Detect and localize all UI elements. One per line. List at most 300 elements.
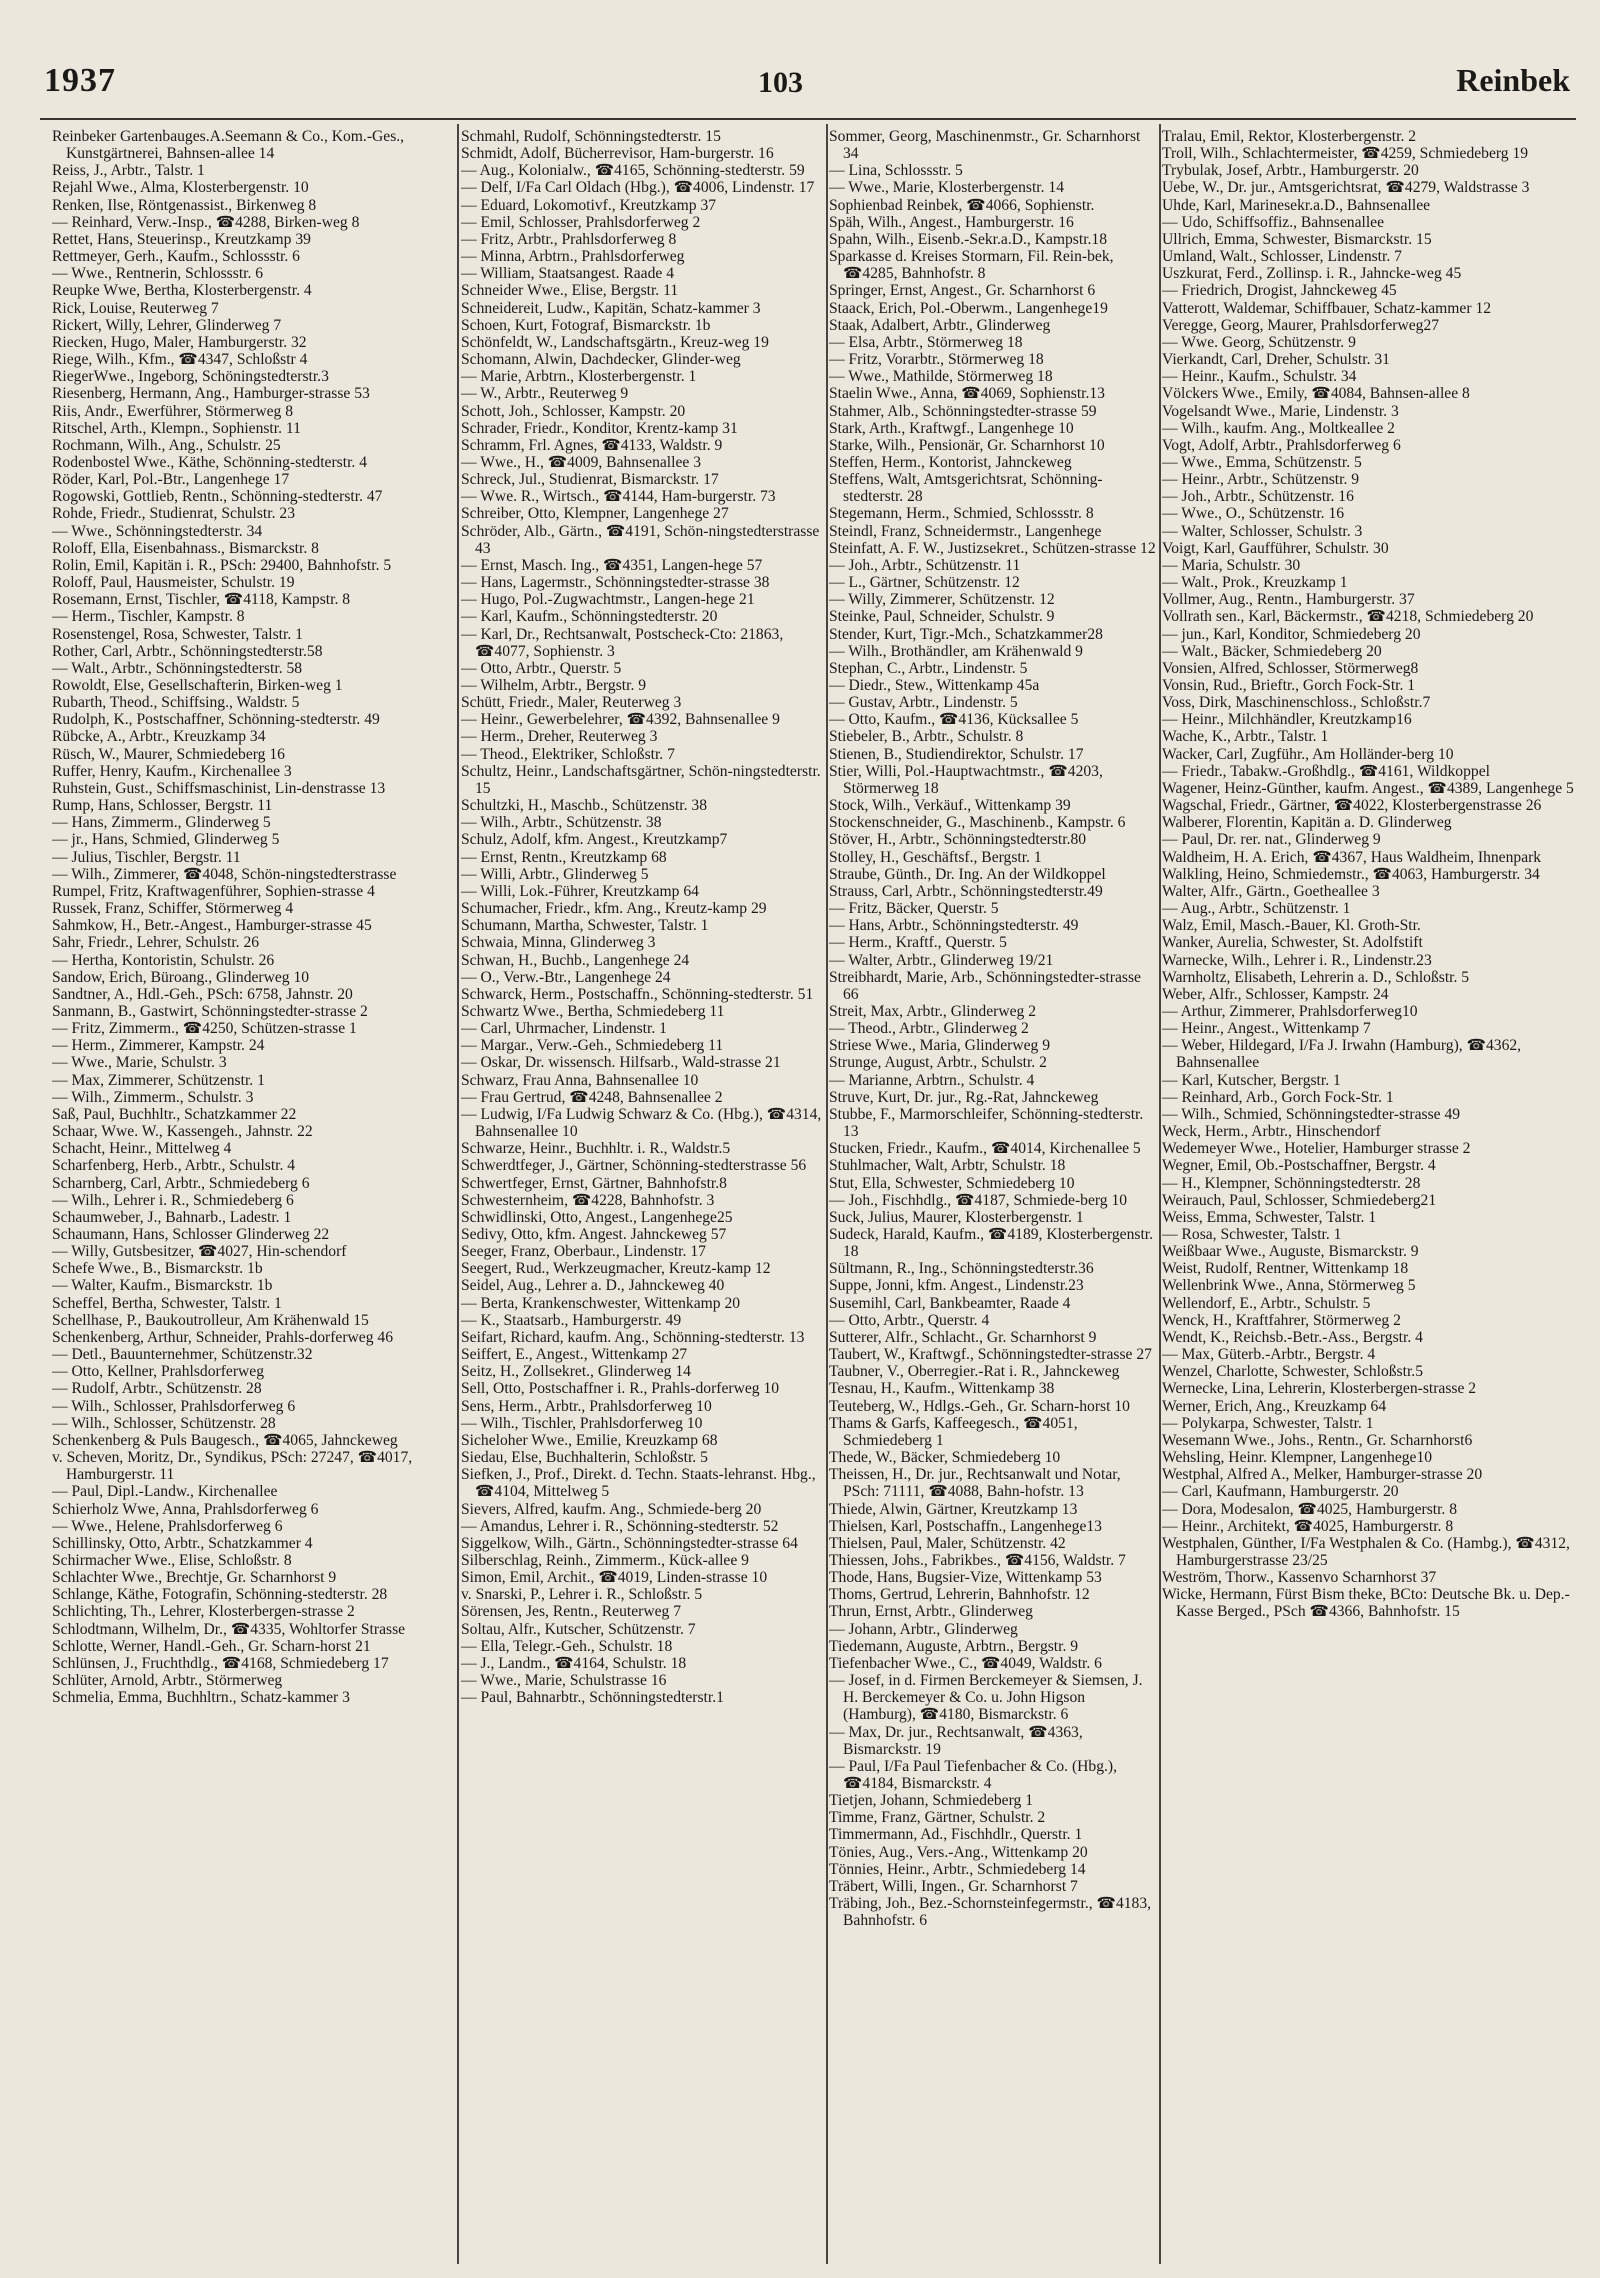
directory-entry: Rosenstengel, Rosa, Schwester, Talstr. 1 bbox=[52, 625, 303, 643]
directory-entry: — Wwe., H., ☎4009, Bahnsenallee 3 bbox=[461, 453, 701, 471]
directory-entry: — Wwe. Georg, Schützenstr. 9 bbox=[1162, 333, 1356, 351]
directory-entry: — Aug., Arbtr., Schützenstr. 1 bbox=[1162, 900, 1351, 918]
directory-entry: Thode, Hans, Bugsier-Vize, Wittenkamp 53 bbox=[829, 1569, 1102, 1587]
directory-entry: Steinfatt, A. F. W., Justizsekret., Schützen-strasse 12 bbox=[829, 539, 1156, 557]
directory-entry: — L., Gärtner, Schützenstr. 12 bbox=[829, 574, 1020, 592]
directory-entry: Renken, Ilse, Röntgenassist., Birkenweg 8 bbox=[52, 196, 317, 214]
directory-entry: — Hans, Arbtr., Schönningstedterstr. 49 bbox=[829, 917, 1079, 935]
directory-entry: Theissen, H., Dr. jur., Rechtsanwalt und Notar, PSch: 71111, ☎4088, Bahn-hofstr. 13 bbox=[829, 1466, 1121, 1501]
directory-entry: Ritschel, Arth., Klempn., Sophienstr. 11 bbox=[52, 419, 301, 437]
directory-entry: Stubbe, F., Marmorschleifer, Schönning-stedterstr. 13 bbox=[829, 1105, 1144, 1141]
directory-entry: Schwaia, Minna, Glinderweg 3 bbox=[461, 934, 656, 952]
directory-entry: Weber, Alfr., Schlosser, Kampstr. 24 bbox=[1162, 985, 1389, 1003]
directory-entry: — Heinr., Milchhändler, Kreutzkamp16 bbox=[1162, 711, 1412, 729]
directory-entry: Rother, Carl, Arbtr., Schönningstedterstr.58 bbox=[52, 642, 323, 660]
directory-entry: — Ernst, Masch. Ing., ☎4351, Langen-hege 57 bbox=[461, 556, 763, 574]
directory-entry: — Wilh., kaufm. Ang., Moltkeallee 2 bbox=[1162, 419, 1395, 437]
directory-entry: Timmermann, Ad., Fischhdlr., Querstr. 1 bbox=[829, 1826, 1083, 1844]
directory-entry: Suck, Julius, Maurer, Klosterbergenstr. 1 bbox=[829, 1208, 1084, 1226]
directory-entry: Suppe, Jonni, kfm. Angest., Lindenstr.23 bbox=[829, 1277, 1084, 1295]
directory-entry: Stolley, H., Geschäftsf., Bergstr. 1 bbox=[829, 848, 1042, 866]
directory-entry: Stöver, H., Arbtr., Schönningstedterstr.80 bbox=[829, 831, 1087, 849]
directory-entry: — Wwe., Mathilde, Störmerweg 18 bbox=[829, 368, 1053, 386]
directory-entry: — Wilhelm, Arbtr., Bergstr. 9 bbox=[461, 677, 647, 694]
directory-entry: Tönies, Aug., Vers.-Ang., Wittenkamp 20 bbox=[829, 1843, 1088, 1861]
directory-entry: — Elsa, Arbtr., Störmerweg 18 bbox=[829, 333, 1023, 351]
directory-entry: Staelin Wwe., Anna, ☎4069, Sophienstr.13 bbox=[829, 385, 1105, 403]
directory-entry: Springer, Ernst, Angest., Gr. Scharnhorst 6 bbox=[829, 282, 1096, 300]
directory-entry: Rumpel, Fritz, Kraftwagenführer, Sophien-strasse 4 bbox=[52, 882, 375, 900]
directory-entry: Rogowski, Gottlieb, Rentn., Schönning-stedterstr. 47 bbox=[52, 488, 383, 506]
directory-entry: Rochmann, Wilh., Ang., Schulstr. 25 bbox=[52, 436, 281, 454]
directory-entry: — Diedr., Stew., Wittenkamp 45a bbox=[829, 677, 1040, 694]
directory-entry: Walberer, Florentin, Kapitän a. D. Glinderweg bbox=[1162, 814, 1452, 832]
column-3 bbox=[829, 128, 1159, 2268]
directory-entry: — Dora, Modesalon, ☎4025, Hamburgerstr. 8 bbox=[1162, 1500, 1458, 1518]
directory-entry: Stucken, Friedr., Kaufm., ☎4014, Kirchenallee 5 bbox=[829, 1140, 1141, 1158]
directory-entry: Rübcke, A., Arbtr., Kreuzkamp 34 bbox=[52, 728, 266, 746]
directory-entry: Sell, Otto, Postschaffner i. R., Prahls-dorferweg 10 bbox=[461, 1380, 780, 1398]
directory-entry: — Heinr., Gewerbelehrer, ☎4392, Bahnsenallee 9 bbox=[461, 711, 780, 729]
directory-entry: Schacht, Heinr., Mittelweg 4 bbox=[52, 1140, 232, 1158]
directory-entry: Schrader, Friedr., Konditor, Krentz-kamp 31 bbox=[461, 419, 738, 437]
directory-entry: — Eduard, Lokomotivf., Kreutzkamp 37 bbox=[461, 196, 717, 214]
directory-entry: — Max, Güterb.-Arbtr., Bergstr. 4 bbox=[1162, 1346, 1376, 1364]
directory-entry: — Paul, Dipl.-Landw., Kirchenallee bbox=[52, 1483, 278, 1501]
directory-entry: — Wwe., Helene, Prahlsdorferweg 6 bbox=[52, 1517, 283, 1535]
directory-entry: — Hans, Lagermstr., Schönningstedter-strasse 38 bbox=[461, 574, 770, 592]
directory-entry: — Herm., Zimmerer, Kampstr. 24 bbox=[52, 1037, 265, 1055]
directory-entry: Strunge, August, Arbtr., Schulstr. 2 bbox=[829, 1054, 1047, 1072]
directory-entry: — Arthur, Zimmerer, Prahlsdorferweg10 bbox=[1162, 1002, 1418, 1020]
directory-entry: Sommer, Georg, Maschinenmstr., Gr. Scharnhorst 34 bbox=[829, 128, 1141, 163]
directory-entry: Rejahl Wwe., Alma, Klosterbergenstr. 10 bbox=[52, 179, 309, 197]
directory-entry: Rubarth, Theod., Schiffsing., Waldstr. 5 bbox=[52, 694, 300, 712]
directory-entry: Wacker, Carl, Zugführ., Am Holländer-berg 10 bbox=[1162, 745, 1454, 763]
directory-entry: Schoen, Kurt, Fotograf, Bismarckstr. 1b bbox=[461, 316, 711, 334]
directory-entry: Schönfeldt, W., Landschaftsgärtn., Kreuz-weg 19 bbox=[461, 333, 769, 351]
directory-entry: Sörensen, Jes, Rentn., Reuterweg 7 bbox=[461, 1603, 682, 1621]
directory-entry: — Joh., Arbtr., Schützenstr. 11 bbox=[829, 556, 1021, 574]
directory-entry: — Gustav, Arbtr., Lindenstr. 5 bbox=[829, 694, 1018, 712]
directory-entry: Seidel, Aug., Lehrer a. D., Jahnckeweg 40 bbox=[461, 1277, 725, 1295]
directory-entry: — Wilh., Schlosser, Schützenstr. 28 bbox=[52, 1414, 276, 1432]
directory-entry: — W., Arbtr., Reuterweg 9 bbox=[461, 385, 629, 403]
directory-entry: Scharnberg, Carl, Arbtr., Schmiedeberg 6 bbox=[52, 1174, 310, 1192]
directory-entry: — Minna, Arbtrn., Prahlsdorferweg bbox=[461, 248, 685, 266]
directory-entry: — Karl, Kutscher, Bergstr. 1 bbox=[1162, 1071, 1341, 1089]
directory-entry: Tiefenbacher Wwe., C., ☎4049, Waldstr. 6 bbox=[829, 1654, 1102, 1672]
directory-entry: Rettmeyer, Gerh., Kaufm., Schlossstr. 6 bbox=[52, 248, 300, 266]
directory-entry: Schneider Wwe., Elise, Bergstr. 11 bbox=[461, 282, 679, 300]
directory-entry: — Walt., Arbtr., Schönningstedterstr. 58 bbox=[52, 659, 303, 677]
directory-entry: Thielsen, Karl, Postschaffn., Langenhege13 bbox=[829, 1517, 1102, 1535]
directory-entry: Tesnau, H., Kaufm., Wittenkamp 38 bbox=[829, 1380, 1055, 1398]
directory-entry: Vogt, Adolf, Arbtr., Prahlsdorferweg 6 bbox=[1162, 436, 1401, 454]
directory-entry: Schwarz, Frau Anna, Bahnsenallee 10 bbox=[461, 1071, 699, 1089]
directory-entry: Sanmann, B., Gastwirt, Schönningstedter-strasse 2 bbox=[52, 1002, 368, 1020]
directory-entry: Struve, Kurt, Dr. jur., Rg.-Rat, Jahnckeweg bbox=[829, 1088, 1099, 1106]
directory-entry: Schwerdtfeger, J., Gärtner, Schönning-stedterstrasse 56 bbox=[461, 1157, 807, 1175]
directory-entry: Schreiber, Otto, Klempner, Langenhege 27 bbox=[461, 505, 729, 523]
directory-entry: Rohde, Friedr., Studienrat, Schulstr. 23 bbox=[52, 505, 295, 523]
directory-entry: Troll, Wilh., Schlachtermeister, ☎4259, Schmiedeberg 19 bbox=[1162, 145, 1529, 163]
directory-entry: Riis, Andr., Ewerführer, Störmerweg 8 bbox=[52, 402, 294, 420]
directory-entry: Rudolph, K., Postschaffner, Schönning-stedterstr. 49 bbox=[52, 711, 380, 729]
directory-entry: — Wilh., Lehrer i. R., Schmiedeberg 6 bbox=[52, 1191, 294, 1209]
directory-entry: — Walter, Kaufm., Bismarckstr. 1b bbox=[52, 1277, 273, 1295]
directory-entry: Schaumweber, J., Bahnarb., Ladestr. 1 bbox=[52, 1208, 292, 1226]
directory-entry: — Theod., Elektriker, Schloßstr. 7 bbox=[461, 745, 675, 763]
directory-entry: Simon, Emil, Archit., ☎4019, Linden-strasse 10 bbox=[461, 1569, 768, 1587]
directory-entry: Schwarze, Heinr., Buchhltr. i. R., Waldstr.5 bbox=[461, 1140, 731, 1158]
directory-entry: Umland, Walt., Schlosser, Lindenstr. 7 bbox=[1162, 248, 1402, 266]
directory-entry: Thrun, Ernst, Arbtr., Glinderweg bbox=[829, 1603, 1033, 1621]
directory-entry: — Wwe., Marie, Schulstr. 3 bbox=[52, 1054, 227, 1072]
directory-entry: Westphalen, Günther, I/Fa Westphalen & Co. (Hambg.), ☎4312, Hamburgerstrasse 23/25 bbox=[1162, 1534, 1570, 1569]
directory-entry: Schlüter, Arnold, Arbtr., Störmerweg bbox=[52, 1672, 283, 1690]
directory-entry: — Willy, Zimmerer, Schützenstr. 12 bbox=[829, 591, 1055, 609]
directory-entry: Schmelia, Emma, Buchhltrn., Schatz-kammer 3 bbox=[52, 1689, 350, 1707]
directory-entry: — Otto, Kellner, Prahlsdorferweg bbox=[52, 1363, 265, 1381]
directory-entry: — Karl, Dr., Rechtsanwalt, Postscheck-Cto: 21863, ☎4077, Sophienstr. 3 bbox=[461, 625, 784, 660]
directory-entry: Ruhstein, Gust., Schiffsmaschinist, Lin-denstrasse 13 bbox=[52, 779, 386, 797]
directory-entry: Sudeck, Harald, Kaufm., ☎4189, Klosterbergenstr. 18 bbox=[829, 1226, 1154, 1261]
directory-entry: — Wwe., Marie, Klosterbergenstr. 14 bbox=[829, 179, 1065, 197]
directory-entry: — Walter, Schlosser, Schulstr. 3 bbox=[1162, 522, 1363, 540]
directory-entry: Stender, Kurt, Tigr.-Mch., Schatzkammer28 bbox=[829, 625, 1103, 643]
directory-entry: — Wilh., Brothändler, am Krähenwald 9 bbox=[829, 642, 1083, 660]
column-divider bbox=[826, 124, 828, 2264]
directory-entry: Stegemann, Herm., Schmied, Schlossstr. 8 bbox=[829, 505, 1094, 523]
directory-entry: Schierholz Wwe, Anna, Prahlsdorferweg 6 bbox=[52, 1500, 319, 1518]
directory-entry: Susemihl, Carl, Bankbeamter, Raade 4 bbox=[829, 1294, 1071, 1312]
directory-entry: — Walt., Prok., Kreuzkamp 1 bbox=[1162, 574, 1348, 592]
directory-entry: — Heinr., Arbtr., Schützenstr. 9 bbox=[1162, 471, 1360, 489]
column-1 bbox=[52, 128, 449, 2268]
directory-entry: Voss, Dirk, Maschinenschloss., Schloßstr.7 bbox=[1162, 694, 1431, 712]
directory-entry: Riecken, Hugo, Maler, Hamburgerstr. 32 bbox=[52, 333, 307, 351]
directory-entry: — Oskar, Dr. wissensch. Hilfsarb., Wald-strasse 21 bbox=[461, 1054, 781, 1072]
directory-entry: RiegerWwe., Ingeborg, Schöningstedterstr.3 bbox=[52, 368, 329, 386]
directory-entry: Röder, Karl, Pol.-Btr., Langenhege 17 bbox=[52, 471, 290, 489]
directory-entry: Warnecke, Wilh., Lehrer i. R., Lindenstr.23 bbox=[1162, 951, 1432, 969]
directory-entry: — Wwe., O., Schützenstr. 16 bbox=[1162, 505, 1345, 523]
directory-entry: Stockenschneider, G., Maschinenb., Kampstr. 6 bbox=[829, 814, 1126, 832]
directory-entry: Schlodtmann, Wilhelm, Dr., ☎4335, Wohltorfer Strasse bbox=[52, 1620, 406, 1638]
directory-entry: Soltau, Alfr., Kutscher, Schützenstr. 7 bbox=[461, 1620, 696, 1638]
directory-entry: — Maria, Schulstr. 30 bbox=[1162, 556, 1301, 574]
directory-entry: Sens, Herm., Arbtr., Prahlsdorferweg 10 bbox=[461, 1397, 712, 1415]
directory-entry: Schreck, Jul., Studienrat, Bismarckstr. 17 bbox=[461, 471, 719, 489]
directory-entry: Trybulak, Josef, Arbtr., Hamburgerstr. 20 bbox=[1162, 162, 1419, 180]
directory-entry: Weström, Thorw., Kassenvo Scharnhorst 37 bbox=[1162, 1569, 1437, 1587]
directory-entry: Vonsin, Rud., Brieftr., Gorch Fock-Str. 1 bbox=[1162, 677, 1416, 694]
directory-entry: Wedemeyer Wwe., Hotelier, Hamburger strasse 2 bbox=[1162, 1140, 1471, 1158]
directory-entry: Wache, K., Arbtr., Talstr. 1 bbox=[1162, 728, 1329, 746]
header-rule bbox=[40, 118, 1576, 120]
directory-entry: Vonsien, Alfred, Schlosser, Störmerweg8 bbox=[1162, 659, 1419, 677]
directory-entry: Voigt, Karl, Gaufführer, Schulstr. 30 bbox=[1162, 539, 1389, 557]
directory-entry: — Wilh., Tischler, Prahlsdorferweg 10 bbox=[461, 1414, 703, 1432]
directory-entry: Thoms, Gertrud, Lehrerin, Bahnhofstr. 12 bbox=[829, 1586, 1090, 1604]
directory-entry: Schellhase, P., Baukoutrolleur, Am Krähenwald 15 bbox=[52, 1311, 369, 1329]
directory-entry: — H., Klempner, Schönningstedterstr. 28 bbox=[1162, 1174, 1421, 1192]
directory-entry: Träbert, Willi, Ingen., Gr. Scharnhorst 7 bbox=[829, 1877, 1078, 1895]
directory-entry: — Frau Gertrud, ☎4248, Bahnsenallee 2 bbox=[461, 1088, 723, 1106]
directory-entry: — Margar., Verw.-Geh., Schmiedeberg 11 bbox=[461, 1037, 724, 1055]
directory-entry: Schwarck, Herm., Postschaffn., Schönning-stedterstr. 51 bbox=[461, 985, 814, 1003]
directory-entry: Thede, W., Bäcker, Schmiedeberg 10 bbox=[829, 1449, 1061, 1467]
directory-entry: Thiessen, Johs., Fabrikbes., ☎4156, Waldstr. 7 bbox=[829, 1551, 1126, 1569]
directory-entry: — Josef, in d. Firmen Berckemeyer & Siemsen, J. H. Berckemeyer & Co. u. John Higson (Hamburg), ☎4180, Bismarckstr. 6 bbox=[829, 1672, 1143, 1724]
directory-entry: Rettet, Hans, Steuerinsp., Kreutzkamp 39 bbox=[52, 230, 311, 248]
directory-entry: Taubert, W., Kraftwgf., Schönningstedter-strasse 27 bbox=[829, 1346, 1152, 1364]
directory-entry: Sicheloher Wwe., Emilie, Kreuzkamp 68 bbox=[461, 1431, 718, 1449]
directory-entry: Veregge, Georg, Maurer, Prahlsdorferweg27 bbox=[1162, 316, 1440, 334]
directory-entry: Sandow, Erich, Büroang., Glinderweg 10 bbox=[52, 968, 310, 986]
directory-entry: Walter, Alfr., Gärtn., Goetheallee 3 bbox=[1162, 882, 1380, 900]
directory-entry: Tönnies, Heinr., Arbtr., Schmiedeberg 14 bbox=[829, 1860, 1086, 1878]
directory-entry: Schenkenberg & Puls Baugesch., ☎4065, Jahnckeweg bbox=[52, 1431, 398, 1449]
directory-entry: — K., Staatsarb., Hamburgerstr. 49 bbox=[461, 1311, 682, 1329]
directory-entry: — Joh., Arbtr., Schützenstr. 16 bbox=[1162, 488, 1354, 506]
directory-entry: Straube, Günth., Dr. Ing. An der Wildkoppel bbox=[829, 865, 1106, 883]
directory-entry: — Heinr., Angest., Wittenkamp 7 bbox=[1162, 1020, 1371, 1038]
directory-entry: — Theod., Arbtr., Glinderweg 2 bbox=[829, 1020, 1029, 1038]
directory-entry: — Wwe., Schönningstedterstr. 34 bbox=[52, 522, 263, 540]
directory-entry: Westphal, Alfred A., Melker, Hamburger-strasse 20 bbox=[1162, 1466, 1483, 1484]
column-divider bbox=[457, 124, 459, 2264]
directory-entry: Schomann, Alwin, Dachdecker, Glinder-weg bbox=[461, 351, 741, 369]
directory-entry: — Detl., Bauunternehmer, Schützenstr.32 bbox=[52, 1346, 313, 1364]
directory-entry: Steinke, Paul, Schneider, Schulstr. 9 bbox=[829, 608, 1055, 626]
directory-entry: Schirmacher Wwe., Elise, Schloßstr. 8 bbox=[52, 1551, 292, 1569]
directory-entry: — Karl, Kaufm., Schönningstedterstr. 20 bbox=[461, 608, 718, 626]
directory-entry: Weißbaar Wwe., Auguste, Bismarckstr. 9 bbox=[1162, 1243, 1419, 1261]
directory-entry: — Carl, Kaufmann, Hamburgerstr. 20 bbox=[1162, 1483, 1399, 1501]
directory-entry: Sültmann, R., Ing., Schönningstedterstr.36 bbox=[829, 1260, 1094, 1278]
directory-entry: — Marie, Arbtrn., Klosterbergenstr. 1 bbox=[461, 368, 697, 386]
directory-entry: Walkling, Heino, Schmiedemstr., ☎4063, Hamburgerstr. 34 bbox=[1162, 865, 1540, 883]
directory-entry: Stut, Ella, Schwester, Schmiedeberg 10 bbox=[829, 1174, 1075, 1192]
directory-entry: — Rudolf, Arbtr., Schützenstr. 28 bbox=[52, 1380, 262, 1398]
directory-entry: Russek, Franz, Schiffer, Störmerweg 4 bbox=[52, 900, 294, 918]
directory-entry: Rump, Hans, Schlosser, Bergstr. 11 bbox=[52, 797, 273, 815]
directory-entry: — Rosa, Schwester, Talstr. 1 bbox=[1162, 1226, 1342, 1243]
directory-entry: — Friedrich, Drogist, Jahnckeweg 45 bbox=[1162, 282, 1397, 300]
directory-entry: Schultz, Heinr., Landschaftsgärtner, Schön-ningstedterstr. 15 bbox=[461, 762, 821, 797]
directory-entry: v. Snarski, P., Lehrer i. R., Schloßstr. 5 bbox=[461, 1586, 703, 1604]
directory-entry: Rickert, Willy, Lehrer, Glinderweg 7 bbox=[52, 316, 282, 334]
directory-entry: — Otto, Kaufm., ☎4136, Kücksallee 5 bbox=[829, 711, 1079, 729]
directory-entry: — Fritz, Zimmerm., ☎4250, Schützen-strasse 1 bbox=[52, 1020, 357, 1038]
directory-entry: Reupke Wwe, Bertha, Klosterbergenstr. 4 bbox=[52, 282, 312, 300]
directory-entry: Stiebeler, B., Arbtr., Schulstr. 8 bbox=[829, 728, 1024, 746]
directory-entry: Weirauch, Paul, Schlosser, Schmiedeberg21 bbox=[1162, 1191, 1437, 1209]
directory-entry: Rowoldt, Else, Gesellschafterin, Birken-weg 1 bbox=[52, 677, 343, 694]
directory-entry: Stephan, C., Arbtr., Lindenstr. 5 bbox=[829, 659, 1028, 677]
directory-entry: Stienen, B., Studiendirektor, Schulstr. 17 bbox=[829, 745, 1084, 763]
directory-entry: Schott, Joh., Schlosser, Kampstr. 20 bbox=[461, 402, 686, 420]
directory-entry: Silberschlag, Reinh., Zimmerm., Kück-allee 9 bbox=[461, 1551, 749, 1569]
directory-entry: Schütt, Friedr., Maler, Reuterweg 3 bbox=[461, 694, 682, 712]
directory-entry: Scheffel, Bertha, Schwester, Talstr. 1 bbox=[52, 1294, 282, 1312]
directory-entry: — Reinhard, Arb., Gorch Fock-Str. 1 bbox=[1162, 1088, 1394, 1106]
directory-entry: Warnholtz, Elisabeth, Lehrerin a. D., Schloßstr. 5 bbox=[1162, 968, 1470, 986]
directory-entry: Schaumann, Hans, Schlosser Glinderweg 22 bbox=[52, 1226, 330, 1243]
directory-entry: — Wwe., Marie, Schulstrasse 16 bbox=[461, 1672, 667, 1690]
directory-entry: Schröder, Alb., Gärtn., ☎4191, Schön-ningstedterstrasse 43 bbox=[461, 522, 820, 557]
directory-entry: Sandtner, A., Hdl.-Geh., PSch: 6758, Jahnstr. 20 bbox=[52, 985, 353, 1003]
directory-entry: — Heinr., Kaufm., Schulstr. 34 bbox=[1162, 368, 1357, 386]
directory-entry: — Ernst, Rentn., Kreutzkamp 68 bbox=[461, 848, 667, 866]
directory-entry: Uszkurat, Ferd., Zollinsp. i. R., Jahncke-weg 45 bbox=[1162, 265, 1462, 283]
header-place: Reinbek bbox=[1456, 62, 1570, 98]
directory-entry: — Wilh., Zimmerm., Schulstr. 3 bbox=[52, 1088, 254, 1106]
directory-entry: Wenzel, Charlotte, Schwester, Schloßstr.5 bbox=[1162, 1363, 1423, 1381]
directory-entry: — Ella, Telegr.-Geh., Schulstr. 18 bbox=[461, 1637, 673, 1655]
directory-entry: Roloff, Ella, Eisenbahnass., Bismarckstr. 8 bbox=[52, 539, 319, 557]
directory-entry: Seifart, Richard, kaufm. Ang., Schönning-stedterstr. 13 bbox=[461, 1328, 805, 1346]
directory-entry: Stier, Willi, Pol.-Hauptwachtmstr., ☎4203, Störmerweg 18 bbox=[829, 762, 1103, 797]
directory-entry: Riesenberg, Hermann, Ang., Hamburger-strasse 53 bbox=[52, 385, 370, 403]
directory-entry: Teuteberg, W., Hdlgs.-Geh., Gr. Scharn-horst 10 bbox=[829, 1397, 1130, 1415]
directory-entry: — Herm., Kraftf., Querstr. 5 bbox=[829, 934, 1007, 952]
directory-entry: Wagschal, Friedr., Gärtner, ☎4022, Klosterbergenstrasse 26 bbox=[1162, 797, 1542, 815]
directory-entry: Schlachter Wwe., Brechtje, Gr. Scharnhorst 9 bbox=[52, 1569, 337, 1587]
directory-entry: Träbing, Joh., Bez.-Schornsteinfegermstr., ☎4183, Bahnhofstr. 6 bbox=[829, 1895, 1152, 1930]
directory-entry: Vollmer, Aug., Rentn., Hamburgerstr. 37 bbox=[1162, 591, 1415, 609]
directory-entry: — Wwe., Emma, Schützenstr. 5 bbox=[1162, 453, 1362, 471]
directory-entry: Tietjen, Johann, Schmiedeberg 1 bbox=[829, 1792, 1033, 1810]
directory-entry: — Joh., Fischhdlg., ☎4187, Schmiede-berg 10 bbox=[829, 1191, 1128, 1209]
directory-entry: — Polykarpa, Schwester, Talstr. 1 bbox=[1162, 1414, 1374, 1432]
directory-entry: Wegner, Emil, Ob.-Postschaffner, Bergstr. 4 bbox=[1162, 1157, 1436, 1175]
directory-entry: Taubner, V., Oberregier.-Rat i. R., Jahnckeweg bbox=[829, 1363, 1120, 1381]
directory-entry: Schwartz Wwe., Bertha, Schmiedeberg 11 bbox=[461, 1002, 725, 1020]
directory-entry: Völckers Wwe., Emily, ☎4084, Bahnsen-allee 8 bbox=[1162, 385, 1470, 403]
directory-entry: Rick, Louise, Reuterweg 7 bbox=[52, 299, 219, 317]
directory-entry: — Marianne, Arbtrn., Schulstr. 4 bbox=[829, 1071, 1035, 1089]
directory-entry: Späh, Wilh., Angest., Hamburgerstr. 16 bbox=[829, 213, 1074, 231]
directory-entry: v. Scheven, Moritz, Dr., Syndikus, PSch: 27247, ☎4017, Hamburgerstr. 11 bbox=[52, 1449, 413, 1484]
directory-entry: Uebe, W., Dr. jur., Amtsgerichtsrat, ☎4279, Waldstrasse 3 bbox=[1162, 179, 1530, 197]
directory-entry: Walz, Emil, Masch.-Bauer, Kl. Groth-Str. bbox=[1162, 917, 1421, 935]
directory-entry: Reiss, J., Arbtr., Talstr. 1 bbox=[52, 162, 205, 180]
directory-entry: — Carl, Uhrmacher, Lindenstr. 1 bbox=[461, 1020, 667, 1038]
header-page-number: 103 bbox=[758, 66, 803, 99]
directory-entry: Schlünsen, J., Fruchthdlg., ☎4168, Schmiedeberg 17 bbox=[52, 1654, 389, 1672]
directory-entry: — Walter, Arbtr., Glinderweg 19/21 bbox=[829, 951, 1054, 969]
directory-entry: — Max, Zimmerer, Schützenstr. 1 bbox=[52, 1071, 265, 1089]
directory-entry: Starke, Wilh., Pensionär, Gr. Scharnhorst 10 bbox=[829, 436, 1105, 454]
directory-entry: — Willi, Lok.-Führer, Kreutzkamp 64 bbox=[461, 882, 699, 900]
directory-entry: Scharfenberg, Herb., Arbtr., Schulstr. 4 bbox=[52, 1157, 296, 1175]
directory-entry: — jr., Hans, Schmied, Glinderweg 5 bbox=[52, 831, 280, 849]
directory-entry: — Julius, Tischler, Bergstr. 11 bbox=[52, 848, 241, 866]
directory-entry: Sahr, Friedr., Lehrer, Schulstr. 26 bbox=[52, 934, 260, 952]
directory-entry: Schlotte, Werner, Handl.-Geh., Gr. Scharn-horst 21 bbox=[52, 1637, 371, 1655]
directory-entry: Thielsen, Paul, Maler, Schützenstr. 42 bbox=[829, 1534, 1066, 1552]
directory-entry: Sophienbad Reinbek, ☎4066, Sophienstr. bbox=[829, 196, 1095, 214]
directory-entry: Wenck, H., Kraftfahrer, Störmerweg 2 bbox=[1162, 1311, 1401, 1329]
directory-entry: — Paul, I/Fa Paul Tiefenbacher & Co. (Hbg.), ☎4184, Bismarckstr. 4 bbox=[829, 1757, 1118, 1792]
directory-entry: Staak, Adalbert, Arbtr., Glinderweg bbox=[829, 316, 1051, 334]
directory-entry: Stock, Wilh., Verkäuf., Wittenkamp 39 bbox=[829, 797, 1071, 815]
directory-entry: Wendt, K., Reichsb.-Betr.-Ass., Bergstr. 4 bbox=[1162, 1328, 1423, 1346]
directory-entry: Spahn, Wilh., Eisenb.-Sekr.a.D., Kampstr.18 bbox=[829, 230, 1108, 248]
directory-entry: Riege, Wilh., Kfm., ☎4347, Schloßstr 4 bbox=[52, 351, 308, 369]
directory-entry: — Walt., Bäcker, Schmiedeberg 20 bbox=[1162, 642, 1382, 660]
header-year: 1937 bbox=[44, 62, 116, 99]
directory-entry: Strauss, Carl, Arbtr., Schönningstedterstr.49 bbox=[829, 882, 1103, 900]
directory-entry: Streit, Max, Arbtr., Glinderweg 2 bbox=[829, 1002, 1037, 1020]
directory-entry: — Paul, Dr. rer. nat., Glinderweg 9 bbox=[1162, 831, 1381, 849]
directory-entry: — Johann, Arbtr., Glinderweg bbox=[829, 1620, 1018, 1638]
directory-entry: — Heinr., Architekt, ☎4025, Hamburgerstr. 8 bbox=[1162, 1517, 1454, 1535]
directory-entry: — Herm., Tischler, Kampstr. 8 bbox=[52, 608, 245, 626]
directory-entry: Stuhlmacher, Walt, Arbtr, Schulstr. 18 bbox=[829, 1157, 1066, 1175]
directory-entry: — Berta, Krankenschwester, Wittenkamp 20 bbox=[461, 1294, 741, 1312]
directory-entry: Weiss, Emma, Schwester, Talstr. 1 bbox=[1162, 1208, 1377, 1226]
directory-entry: Steindl, Franz, Schneidermstr., Langenhege bbox=[829, 522, 1102, 540]
column-2 bbox=[461, 128, 823, 2268]
directory-entry: Striese Wwe., Maria, Glinderweg 9 bbox=[829, 1037, 1050, 1055]
directory-entry: Schenkenberg, Arthur, Schneider, Prahls-dorferweg 46 bbox=[52, 1328, 393, 1346]
directory-entry: — Herm., Dreher, Reuterweg 3 bbox=[461, 728, 658, 746]
directory-entry: Werner, Erich, Ang., Kreuzkamp 64 bbox=[1162, 1397, 1387, 1415]
directory-entry: Schramm, Frl. Agnes, ☎4133, Waldstr. 9 bbox=[461, 436, 723, 454]
directory-entry: Schlange, Käthe, Fotografin, Schönning-stedterstr. 28 bbox=[52, 1586, 388, 1604]
directory-entry: — Reinhard, Verw.-Insp., ☎4288, Birken-weg 8 bbox=[52, 213, 360, 231]
directory-entry: — Wwe., Rentnerin, Schlossstr. 6 bbox=[52, 265, 264, 283]
directory-entry: — Friedr., Tabakw.-Großhdlg., ☎4161, Wildkoppel bbox=[1162, 762, 1490, 780]
directory-entry: Stahmer, Alb., Schönningstedter-strasse 59 bbox=[829, 402, 1097, 420]
directory-entry: — Udo, Schiffsoffiz., Bahnsenallee bbox=[1162, 213, 1385, 231]
directory-entry: — Paul, Bahnarbtr., Schönningstedterstr.1 bbox=[461, 1689, 724, 1707]
directory-entry: — O., Verw.-Btr., Langenhege 24 bbox=[461, 968, 671, 986]
directory-entry: Seiffert, E., Angest., Wittenkamp 27 bbox=[461, 1346, 688, 1364]
directory-entry: Sutterer, Alfr., Schlacht., Gr. Scharnhorst 9 bbox=[829, 1328, 1097, 1346]
directory-entry: — Lina, Schlossstr. 5 bbox=[829, 162, 963, 180]
directory-entry: Wanker, Aurelia, Schwester, St. Adolfstift bbox=[1162, 934, 1423, 952]
directory-entry: — Willy, Gutsbesitzer, ☎4027, Hin-schendorf bbox=[52, 1243, 347, 1261]
directory-entry: Sahmkow, H., Betr.-Angest., Hamburger-strasse 45 bbox=[52, 917, 372, 935]
directory-entry: Schwertfeger, Ernst, Gärtner, Bahnhofstr.8 bbox=[461, 1174, 727, 1192]
column-4 bbox=[1162, 128, 1574, 2268]
directory-entry: Schefe Wwe., B., Bismarckstr. 1b bbox=[52, 1260, 263, 1278]
directory-entry: Weck, Herm., Arbtr., Hinschendorf bbox=[1162, 1123, 1381, 1141]
directory-entry: Schneidereit, Ludw., Kapitän, Schatz-kammer 3 bbox=[461, 299, 761, 317]
directory-entry: — Willi, Arbtr., Glinderweg 5 bbox=[461, 865, 649, 883]
directory-entry: — Wwe. R., Wirtsch., ☎4144, Ham-burgerstr. 73 bbox=[461, 488, 776, 506]
directory-entry: Siedau, Else, Buchhalterin, Schloßstr. 5 bbox=[461, 1449, 708, 1467]
directory-entry: Vierkandt, Carl, Dreher, Schulstr. 31 bbox=[1162, 351, 1390, 369]
directory-entry: — Fritz, Arbtr., Prahlsdorferweg 8 bbox=[461, 230, 677, 248]
directory-entry: Wellendorf, E., Arbtr., Schulstr. 5 bbox=[1162, 1294, 1371, 1312]
directory-entry: Uhde, Karl, Marinesekr.a.D., Bahnsenallee bbox=[1162, 196, 1431, 214]
directory-entry: Siefken, J., Prof., Direkt. d. Techn. Staats-lehranst. Hbg., ☎4104, Mittelweg 5 bbox=[461, 1466, 816, 1501]
directory-entry: — Fritz, Vorarbtr., Störmerweg 18 bbox=[829, 351, 1044, 369]
directory-entry: Rolin, Emil, Kapitän i. R., PSch: 29400, Bahnhofstr. 5 bbox=[52, 556, 392, 574]
directory-entry: Schumann, Martha, Schwester, Talstr. 1 bbox=[461, 917, 709, 935]
directory-entry: Sievers, Alfred, kaufm. Ang., Schmiede-berg 20 bbox=[461, 1500, 762, 1518]
directory-entry: — Wilh., Zimmerer, ☎4048, Schön-ningstedterstrasse bbox=[52, 865, 397, 883]
directory-entry: Schmidt, Adolf, Bücherrevisor, Ham-burgerstr. 16 bbox=[461, 145, 774, 163]
directory-entry: — jun., Karl, Konditor, Schmiedeberg 20 bbox=[1162, 625, 1421, 643]
directory-entry: — Max, Dr. jur., Rechtsanwalt, ☎4363, Bismarckstr. 19 bbox=[829, 1723, 1083, 1758]
